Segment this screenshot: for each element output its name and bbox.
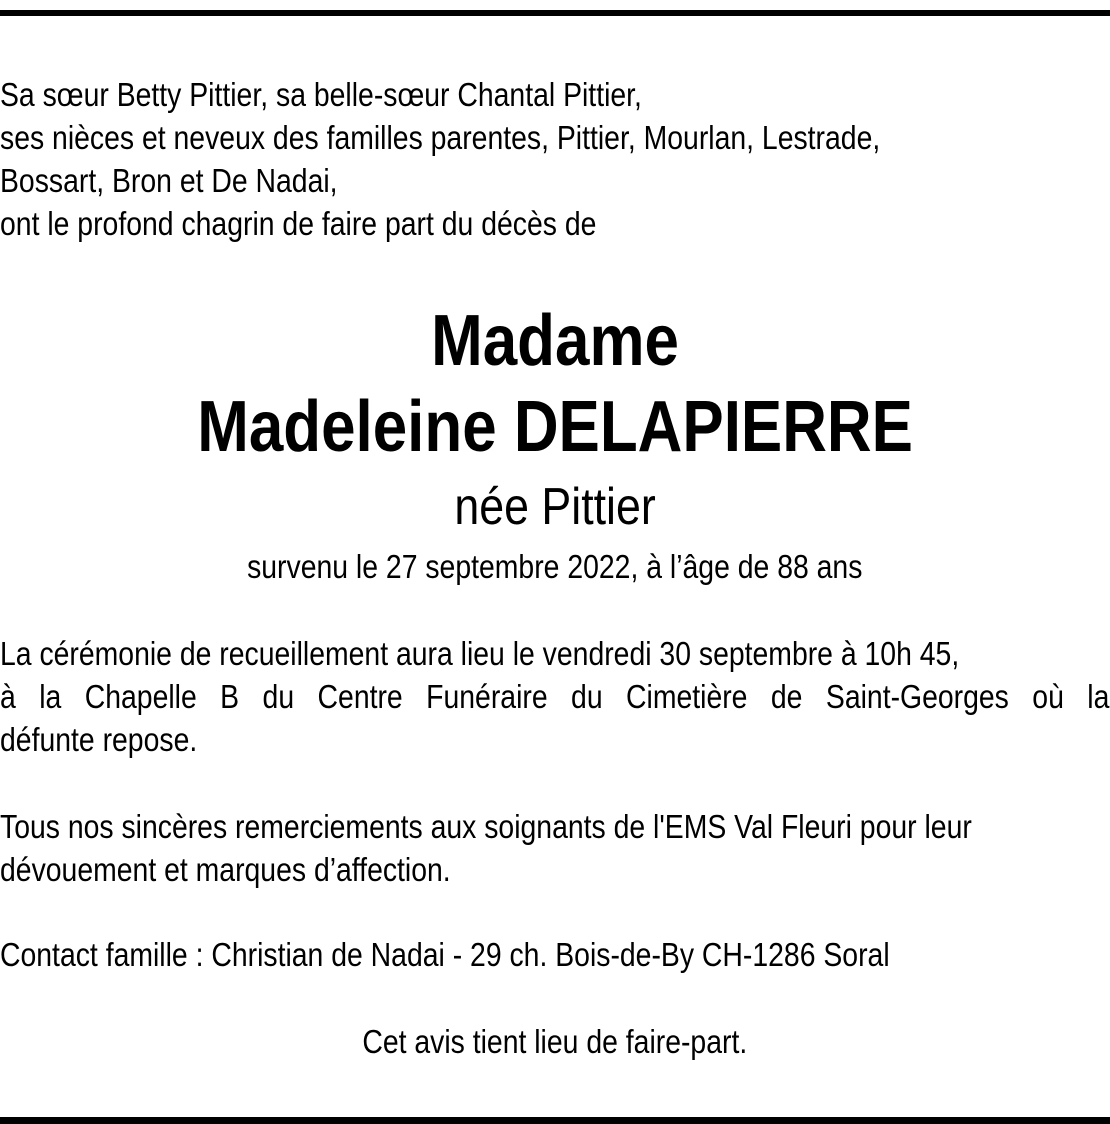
family-line-4: ont le profond chagrin de faire part du décès de (0, 205, 597, 242)
closing-note: Cet avis tient lieu de faire-part. (362, 1023, 748, 1060)
deceased-name: Madeleine DELAPIERRE (197, 387, 913, 467)
thanks-line-2: dévouement et marques d’affection. (0, 851, 451, 888)
family-line-3: Bossart, Bron et De Nadai, (0, 162, 338, 199)
maiden-name: née Pittier (454, 478, 656, 536)
ceremony-line-1: La cérémonie de recueillement aura lieu le vendredi 30 septembre à 10h 45, (0, 635, 960, 672)
family-line-1: Sa sœur Betty Pittier, sa belle-sœur Chantal Pittier, (0, 76, 642, 113)
family-line-2: ses nièces et neveux des familles parentes, Pittier, Mourlan, Lestrade, (0, 119, 881, 156)
ceremony-line-2: à la Chapelle B du Centre Funéraire du Cimetière de Saint-Georges où la (0, 678, 1110, 715)
honorific: Madame (431, 301, 679, 381)
ceremony-line-3: défunte repose. (0, 721, 198, 758)
death-date: survenu le 27 septembre 2022, à l’âge de 88 ans (247, 548, 863, 585)
bottom-border-rule (0, 1117, 1110, 1124)
family-announcement (0, 73, 955, 245)
thanks-paragraph (0, 805, 972, 891)
thanks-line-1: Tous nos sincères remerciements aux soignants de l'EMS Val Fleuri pour leur (0, 808, 972, 845)
family-contact: Contact famille : Christian de Nadai - 29 ch. Bois-de-By CH-1286 Soral (0, 936, 890, 973)
ceremony-paragraph (0, 632, 1110, 761)
